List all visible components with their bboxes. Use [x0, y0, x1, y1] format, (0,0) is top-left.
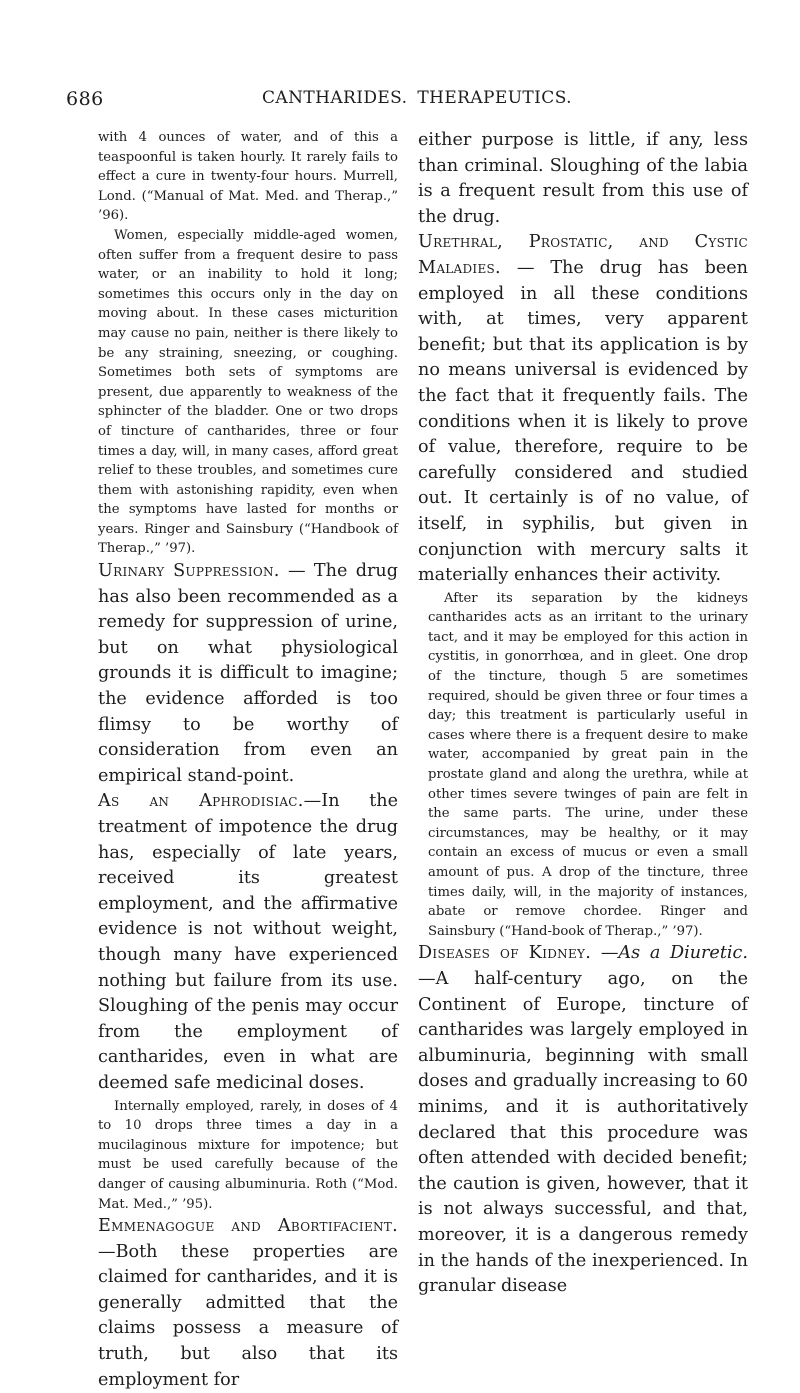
section-heading: Urinary Suppression.	[98, 561, 280, 582]
paragraph: After its separation by the kidneys cantharides acts as an irritant to the urinary tact, and it may be employed for this action in cystitis, in gonorrhœa, and in gleet. One drop of the tincture, though 5 are sometimes required, should be given three or four times a day; this treatment is particularly useful in cases where there is a frequent desire to make water, accompanied by great pain in the prostate gland and along the urethra, while at other times severe twinges of pain are felt in the same parts. The urine, under these circumstances, may be healthy, or it may contain an excess of mucus or even a small amount of pus. A drop of the tincture, three times daily, will, in the majority of instances, abate or remove chordee. Ringer and Sainsbury (“Hand-book of Therap.,” ’97).	[428, 590, 748, 939]
section-body: — The drug has also been recommended as a remedy for suppression of urine, but on what physiological grounds it is difficult to imagine; the evidence afforded is too flimsy to be worthy of consideration from even an empirical stand-point.	[98, 561, 398, 786]
section-subheading: —As a Diuretic.	[600, 943, 748, 964]
running-header	[66, 88, 766, 114]
left-column	[98, 128, 398, 1393]
section-body: —In the treatment of impotence the drug has, especially of late years, received its greatest employment, and the affirmative evidence is not without weight, though many have experienced nothing but failure from its use. Sloughing of the penis may occur from the employment of cantharides, even in what are deemed safe medicinal doses.	[98, 791, 399, 1093]
section-heading: Diseases of Kidney.	[418, 943, 592, 964]
right-column	[418, 128, 748, 1300]
section-paragraph	[418, 230, 748, 588]
paragraph: Women, especially middle-aged women, often suffer from a frequent desire to pass water, or an inability to hold it long; sometimes this occurs only in the day on moving about. In these cases micturition may cause no pain, neither is there likely to be any straining, sneezing, or coughing. Sometimes both sets of symptoms are present, due apparently to weakness of the sphincter of the bladder. One or two drops of tincture of cantharides, three or four times a day, will, in many cases, afford great relief to these troubles, and sometimes cure them with astonishing rapidity, even when the symptoms have lasted for months or years. Ringer and Sainsbury (“Handbook of Therap.,” ’97).	[98, 227, 398, 557]
section-paragraph	[98, 1214, 398, 1393]
section-heading: Urethral, Prostatic, and Cystic Maladies.	[418, 232, 748, 278]
section-body: —Both these properties are claimed for cantharides, and it is generally admitted that the claims possess a measure of truth, but also that its employment for	[98, 1241, 398, 1390]
section-body: — The drug has been employed in all these conditions with, at times, very apparent benefit; but that its application is by no means universal is evidenced by the fact that it frequently fails. The conditions when it is likely to prove of value, therefore, require to be carefully considered and studied out. It certainly is of no value, of itself, in syphilis, but given in conjunction with mercury salts it materially enhances their activity.	[418, 257, 748, 586]
running-title-left: CANTHARIDES.	[262, 88, 408, 108]
section-paragraph	[98, 559, 398, 789]
running-title-right: THERAPEUTICS.	[417, 88, 572, 108]
page-number: 686	[66, 88, 104, 110]
section-heading: As an Aphrodisiac.	[98, 791, 304, 812]
section-heading: Emmenagogue and Abortifacient.	[98, 1216, 398, 1237]
section-body: —A half-century ago, on the Continent of Europe, tincture of cantharides was largely employed in albuminuria, beginning with small doses and gradually increasing to 60 minims, and it is authoritatively declared that this procedure was often attended with decided benefit; the caution is given, however, that it is not always successful, and that, moreover, it is a dangerous remedy in the hands of the inexperienced. In granular disease	[418, 968, 748, 1297]
paragraph: with 4 ounces of water, and of this a teaspoonful is taken hourly. It rarely fails to effect a cure in twenty-four hours. Murrell, Lond. (“Manual of Mat. Med. and Therap.,” ’96).	[98, 130, 398, 224]
running-title	[262, 88, 582, 108]
paragraph: either purpose is little, if any, less than criminal. Sloughing of the labia is a frequent result from this use of the drug.	[418, 130, 748, 227]
section-paragraph	[98, 789, 398, 1096]
paragraph: Internally employed, rarely, in doses of 4 to 10 drops three times a day in a mucilaginous mixture for impotence; but must be used carefully because of the danger of causing albuminuria. Roth (“Mod. Mat. Med.,” ’95).	[98, 1098, 398, 1212]
